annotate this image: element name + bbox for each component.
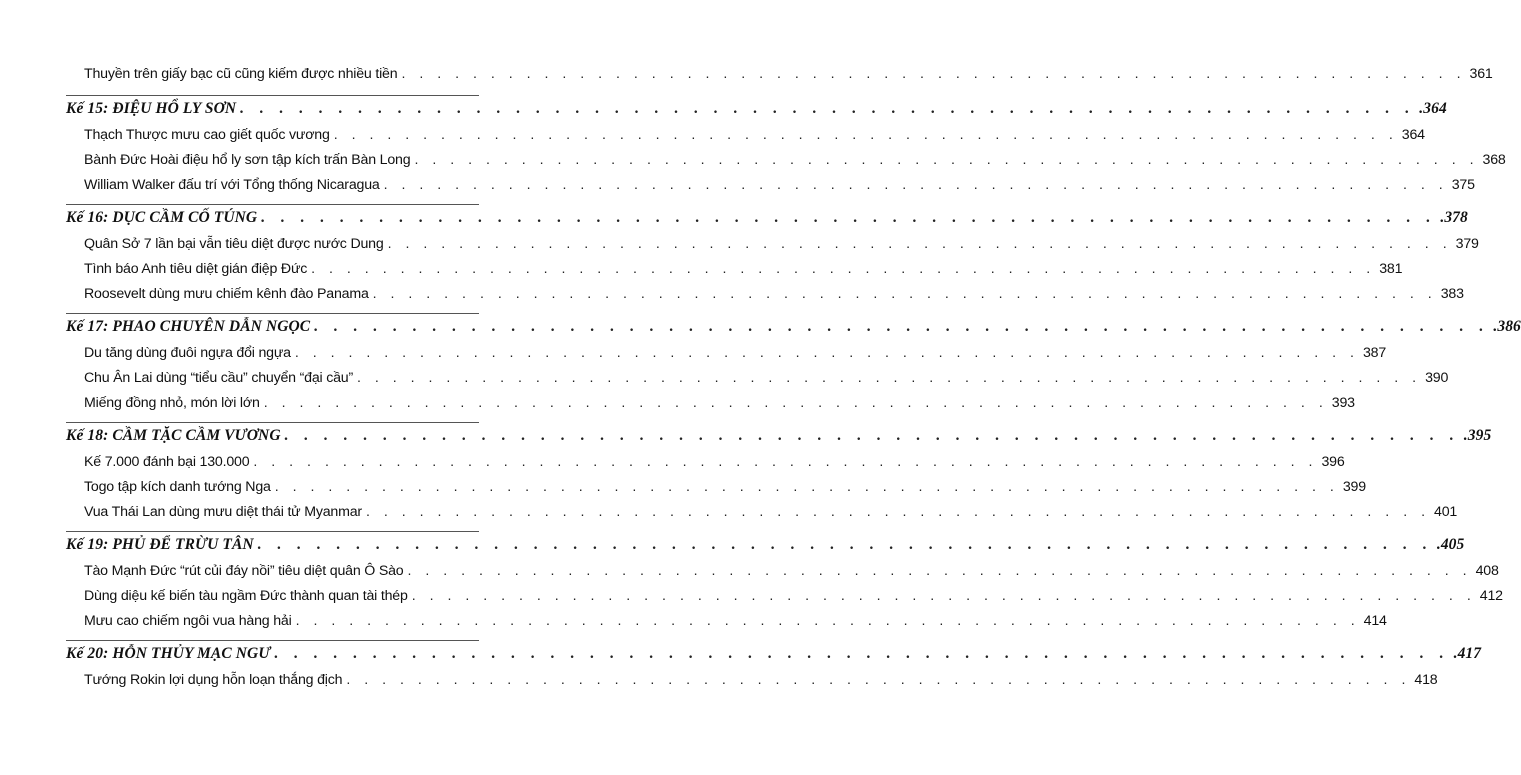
dot-leader: . . . . . . . . . . . . . . . . . . . . . . . . . . . . . . . . . . . . . . . . . . . . . . . . . . . . . . . . . . . .	[311, 261, 1376, 277]
entry-title: Thuyền trên giấy bạc cũ cũng kiếm được nhiều tiền	[84, 66, 398, 82]
entry-title: Du tăng dùng đuôi ngựa đổi ngựa	[84, 345, 291, 361]
entry-page-number: 364	[1401, 127, 1425, 143]
chapter-row	[66, 209, 1468, 227]
dot-leader: . . . . . . . . . . . . . . . . . . . . . . . . . . . . . . . . . . . . . . . . . . . . . . . . . . . . . . . . . . . .	[240, 100, 1416, 117]
dot-leader: . . . . . . . . . . . . . . . . . . . . . . . . . . . . . . . . . . . . . . . . . . . . . . . . . . . . . . . . . . . .	[284, 427, 1460, 444]
section-divider	[66, 204, 479, 205]
entry-page-number: 408	[1475, 563, 1499, 579]
entry-page-number: 418	[1414, 672, 1438, 688]
dot-leader: . . . . . . . . . . . . . . . . . . . . . . . . . . . . . . . . . . . . . . . . . . . . . . . . . . . . . . . . . . . .	[407, 563, 1472, 579]
entry-title: William Walker đấu trí với Tổng thống Nicaragua	[84, 177, 380, 193]
chapter-row	[66, 645, 1482, 663]
toc-entry	[84, 454, 1345, 470]
toc-entry	[84, 127, 1425, 143]
section-divider	[66, 640, 479, 641]
chapter-page-number: .417	[1453, 645, 1482, 662]
entry-title: Mưu cao chiếm ngôi vua hàng hải	[84, 613, 292, 629]
entry-page-number: 361	[1469, 66, 1493, 82]
toc-entry	[84, 236, 1479, 252]
dot-leader: . . . . . . . . . . . . . . . . . . . . . . . . . . . . . . . . . . . . . . . . . . . . . . . . . . . . . . . . . . . .	[383, 177, 1448, 193]
dot-leader: . . . . . . . . . . . . . . . . . . . . . . . . . . . . . . . . . . . . . . . . . . . . . . . . . . . . . . . . . . . .	[257, 536, 1433, 553]
section-divider	[66, 531, 479, 532]
toc-entry	[84, 588, 1503, 604]
entry-page-number: 414	[1363, 613, 1387, 629]
chapter-page-number: .386	[1493, 318, 1521, 335]
entry-page-number: 396	[1321, 454, 1345, 470]
dot-leader: . . . . . . . . . . . . . . . . . . . . . . . . . . . . . . . . . . . . . . . . . . . . . . . . . . . . . . . . . . . .	[274, 645, 1450, 662]
entry-page-number: 379	[1455, 236, 1479, 252]
dot-leader: . . . . . . . . . . . . . . . . . . . . . . . . . . . . . . . . . . . . . . . . . . . . . . . . . . . . . . . . . . . .	[295, 613, 1360, 629]
dot-leader: . . . . . . . . . . . . . . . . . . . . . . . . . . . . . . . . . . . . . . . . . . . . . . . . . . . . . . . . . . . .	[387, 236, 1452, 252]
entry-page-number: 383	[1440, 286, 1464, 302]
chapter-heading: Kế 20: HỖN THỦY MẠC NGƯ	[66, 645, 271, 662]
toc-entry	[84, 672, 1438, 688]
entry-title: Tướng Rokin lợi dụng hỗn loạn thắng địch	[84, 672, 343, 688]
entry-title: Togo tập kích danh tướng Nga	[84, 479, 271, 495]
section-divider	[66, 313, 479, 314]
chapter-heading: Kế 19: PHỦ ĐỂ TRỪU TÂN	[66, 536, 254, 553]
dot-leader: . . . . . . . . . . . . . . . . . . . . . . . . . . . . . . . . . . . . . . . . . . . . . . . . . . . . . . . . . . . .	[314, 318, 1490, 335]
entry-title: Roosevelt dùng mưu chiếm kênh đào Panama	[84, 286, 369, 302]
entry-page-number: 368	[1482, 152, 1506, 168]
chapter-heading: Kế 18: CẦM TẶC CẦM VƯƠNG	[66, 427, 281, 444]
dot-leader: . . . . . . . . . . . . . . . . . . . . . . . . . . . . . . . . . . . . . . . . . . . . . . . . . . . . . . . . . . . .	[411, 588, 1476, 604]
chapter-row	[66, 318, 1521, 336]
chapter-page-number: .378	[1440, 209, 1468, 226]
dot-leader: . . . . . . . . . . . . . . . . . . . . . . . . . . . . . . . . . . . . . . . . . . . . . . . . . . . . . . . . . . . .	[333, 127, 1398, 143]
entry-title: Tào Mạnh Đức “rút củi đáy nồi” tiêu diệt quân Ô Sào	[84, 563, 404, 579]
dot-leader: . . . . . . . . . . . . . . . . . . . . . . . . . . . . . . . . . . . . . . . . . . . . . . . . . . . . . . . . . . . .	[414, 152, 1479, 168]
chapter-row	[66, 100, 1447, 118]
entry-page-number: 390	[1425, 370, 1449, 386]
dot-leader: . . . . . . . . . . . . . . . . . . . . . . . . . . . . . . . . . . . . . . . . . . . . . . . . . . . . . . . . . . . .	[357, 370, 1422, 386]
toc-entry	[84, 370, 1449, 386]
entry-title: Chu Ân Lai dùng “tiểu cầu” chuyển “đại cầu”	[84, 370, 354, 386]
dot-leader: . . . . . . . . . . . . . . . . . . . . . . . . . . . . . . . . . . . . . . . . . . . . . . . . . . . . . . . . . . . .	[365, 504, 1431, 520]
section-divider	[66, 422, 479, 423]
chapter-heading: Kế 15: ĐIỆU HỔ LY SƠN	[66, 100, 237, 117]
toc-entry	[84, 504, 1458, 520]
dot-leader: . . . . . . . . . . . . . . . . . . . . . . . . . . . . . . . . . . . . . . . . . . . . . . . . . . . . . . . . . . . .	[253, 454, 1318, 470]
toc-entry	[84, 66, 1493, 82]
entry-title: Quân Sở 7 lần bại vẫn tiêu diệt được nước Dung	[84, 236, 384, 252]
section-divider	[66, 95, 479, 96]
dot-leader: . . . . . . . . . . . . . . . . . . . . . . . . . . . . . . . . . . . . . . . . . . . . . . . . . . . . . . . . . . . .	[346, 672, 1411, 688]
entry-title: Miếng đồng nhỏ, món lời lớn	[84, 395, 260, 411]
entry-title: Tình báo Anh tiêu diệt gián điệp Đức	[84, 261, 308, 277]
entry-title: Bành Đức Hoài điệu hổ ly sơn tập kích trấn Bàn Long	[84, 152, 411, 168]
dot-leader: . . . . . . . . . . . . . . . . . . . . . . . . . . . . . . . . . . . . . . . . . . . . . . . . . . . . . . . . . . . .	[372, 286, 1437, 302]
toc-entry	[84, 613, 1387, 629]
chapter-row	[66, 536, 1465, 554]
entry-page-number: 401	[1434, 504, 1458, 520]
toc-entry	[84, 177, 1475, 193]
entry-title: Dùng diệu kế biến tàu ngầm Đức thành quan tài thép	[84, 588, 408, 604]
entry-title: Vua Thái Lan dùng mưu diệt thái tử Myanmar	[84, 504, 362, 520]
entry-page-number: 393	[1331, 395, 1355, 411]
toc-entry	[84, 261, 1403, 277]
entry-page-number: 387	[1362, 345, 1387, 361]
entry-page-number: 412	[1479, 588, 1503, 604]
toc-entry	[84, 345, 1387, 361]
toc-entry	[84, 479, 1366, 495]
entry-title: Kế 7.000 đánh bại 130.000	[84, 454, 250, 470]
chapter-page-number: .405	[1436, 536, 1465, 553]
toc-entry	[84, 286, 1464, 302]
entry-page-number: 381	[1379, 261, 1403, 277]
dot-leader: . . . . . . . . . . . . . . . . . . . . . . . . . . . . . . . . . . . . . . . . . . . . . . . . . . . . . . . . . . . .	[261, 209, 1437, 226]
chapter-row	[66, 427, 1492, 445]
toc-entry	[84, 563, 1499, 579]
chapter-page-number: .395	[1463, 427, 1492, 444]
entry-page-number: 399	[1342, 479, 1366, 495]
dot-leader: . . . . . . . . . . . . . . . . . . . . . . . . . . . . . . . . . . . . . . . . . . . . . . . . . . . . . . . . . . . .	[401, 66, 1466, 82]
dot-leader: . . . . . . . . . . . . . . . . . . . . . . . . . . . . . . . . . . . . . . . . . . . . . . . . . . . . . . . . . . . .	[263, 395, 1328, 411]
dot-leader: . . . . . . . . . . . . . . . . . . . . . . . . . . . . . . . . . . . . . . . . . . . . . . . . . . . . . . . . . . . .	[294, 345, 1359, 361]
chapter-page-number: .364	[1419, 100, 1447, 117]
chapter-heading: Kế 17: PHAO CHUYÊN DẪN NGỌC	[66, 318, 311, 335]
chapter-heading: Kế 16: DỤC CẦM CỐ TÚNG	[66, 209, 258, 226]
entry-title: Thạch Thược mưu cao giết quốc vương	[84, 127, 330, 143]
entry-page-number: 375	[1451, 177, 1475, 193]
toc-entry	[84, 152, 1506, 168]
dot-leader: . . . . . . . . . . . . . . . . . . . . . . . . . . . . . . . . . . . . . . . . . . . . . . . . . . . . . . . . . . . .	[274, 479, 1339, 495]
toc-entry	[84, 395, 1355, 411]
